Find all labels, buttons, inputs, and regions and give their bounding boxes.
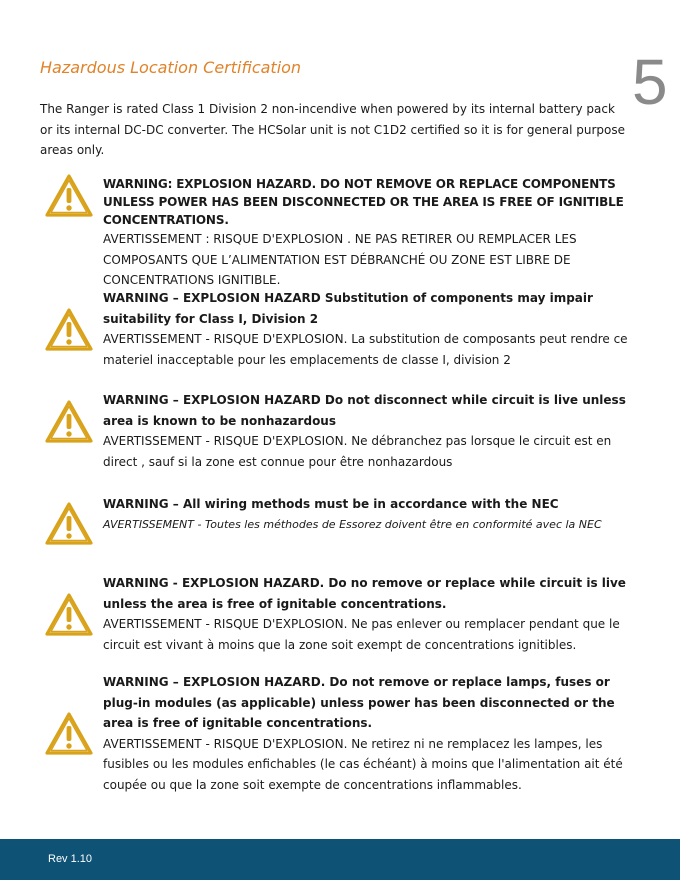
warning-english: WARNING - EXPLOSION HAZARD. Do no remove or replace while circuit is live unless the area is free of ignitable concentrations. [103, 576, 626, 611]
page-number: 5 [632, 46, 668, 118]
warning-french: AVERTISSEMENT - Toutes les méthodes de Essorez doivent être en conformité avec la NEC [103, 517, 602, 531]
section-title: Hazardous Location Certification [40, 58, 302, 77]
footer-bar [0, 839, 680, 880]
warning-triangle-icon [45, 308, 93, 352]
warning-french: AVERTISSEMENT - RISQUE D'EXPLOSION. La substitution de composants peut rendre ce materiel inacceptable pour les emplacements de classe I, division 2 [103, 332, 628, 367]
warning-triangle-icon [45, 174, 93, 218]
warning-english: WARNING: EXPLOSION HAZARD. DO NOT REMOVE OR REPLACE COMPONENTS UNLESS POWER HAS BEEN DISCONNECTED OR THE AREA IS FREE OF IGNITIBLE CONCENTRATIONS. [103, 177, 624, 227]
warning-english: WARNING – EXPLOSION HAZARD Do not disconnect while circuit is live unless area is known to be nonhazardous [103, 393, 626, 428]
warning-triangle-icon [45, 502, 93, 546]
intro-paragraph: The Ranger is rated Class 1 Division 2 non-incendive when powered by its internal battery pack or its internal DC-DC converter. The HCSolar unit is not C1D2 certified so it is for general purpose areas only. [40, 102, 625, 157]
warning-triangle-icon [45, 593, 93, 637]
warning-french: AVERTISSEMENT - RISQUE D'EXPLOSION. Ne pas enlever ou remplacer pendant que le circuit est vivant à moins que la zone soit exempt de concentrations ignitibles. [103, 617, 620, 652]
warning-french: AVERTISSEMENT - RISQUE D'EXPLOSION. Ne débranchez pas lorsque le circuit est en direct , sauf si la zone est connue pour être nonhazardous [103, 434, 612, 469]
warning-triangle-icon [45, 712, 93, 756]
warning-french: AVERTISSEMENT : RISQUE D'EXPLOSION . NE PAS RETIRER OU REMPLACER LES COMPOSANTS QUE L’ALIMENTATION EST DÉBRANCHÉ OU ZONE EST LIBRE DE CONCENTRATIONS IGNITIBLE. [103, 232, 577, 287]
warning-english: WARNING – EXPLOSION HAZARD Substitution of components may impair suitability for Class I, Division 2 [103, 291, 593, 326]
warning-english: WARNING – EXPLOSION HAZARD. Do not remove or replace lamps, fuses or plug-in modules (as applicable) unless power has been disconnected or the area is free of ignitable concentrations. [103, 675, 615, 730]
warning-block [103, 494, 633, 535]
warning-block [103, 672, 633, 795]
warning-block [103, 573, 633, 655]
warning-block [103, 175, 633, 291]
warning-french: AVERTISSEMENT - RISQUE D'EXPLOSION. Ne retirez ni ne remplacez les lampes, les fusibles ou les modules enfichables (le cas échéant) à moins que l'alimentation ait été coupée ou que la zone soit exempte de concentrations inflammables. [103, 736, 623, 792]
revision-label: Rev 1.10 [48, 853, 93, 865]
warning-block [103, 390, 633, 472]
warning-block [103, 288, 633, 370]
warning-english: WARNING – All wiring methods must be in accordance with the NEC [103, 497, 559, 511]
warning-triangle-icon [45, 400, 93, 444]
